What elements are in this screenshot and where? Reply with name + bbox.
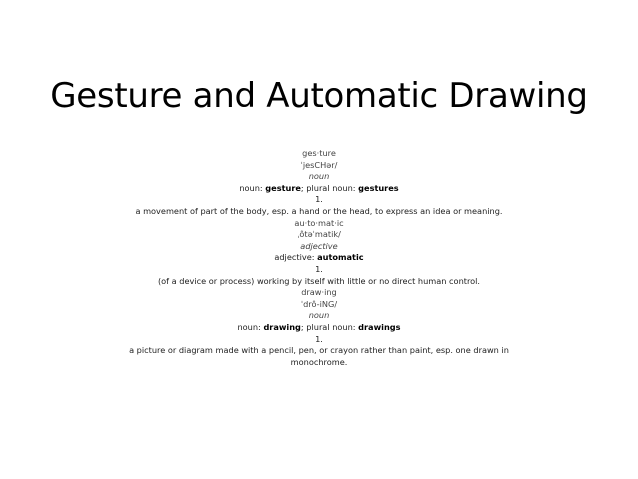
entry-automatic-pos: adjective: [300, 240, 338, 251]
entry-drawing-form-plural: drawings: [358, 321, 401, 332]
entry-gesture-form-plural: gestures: [358, 182, 399, 193]
entry-gesture-form-singular: gesture: [265, 182, 301, 193]
entry-automatic-definition: (of a device or process) working by itself with little or no direct human control.: [157, 275, 481, 286]
entry-gesture-sense-number: 1.: [315, 194, 323, 205]
entry-gesture-forms-prefix: noun:: [239, 182, 266, 193]
entry-drawing-definition-line-1: a picture or diagram made with a pencil, pen, or crayon rather than paint, esp. one drawn in: [129, 345, 509, 356]
entry-automatic-form: automatic: [317, 252, 364, 263]
entry-gesture-pronunciation: ˈjesCHər/: [300, 159, 338, 170]
entry-drawing-pronunciation: ˈdrô-iNG/: [300, 298, 338, 309]
entry-drawing-form-singular: drawing: [263, 321, 301, 332]
entry-gesture-pos: noun: [308, 171, 330, 182]
entry-drawing-forms-prefix: noun:: [237, 321, 264, 332]
entry-drawing-sense-number: 1.: [315, 333, 323, 344]
entry-automatic-sense-number: 1.: [315, 263, 323, 274]
entry-drawing-pos: noun: [308, 310, 330, 321]
entry-automatic-forms: [60, 252, 578, 264]
entry-automatic-word: au·to·mat·ic: [294, 217, 344, 228]
entry-gesture-word: ges·ture: [302, 148, 336, 158]
entry-gesture-definition: a movement of part of the body, esp. a hand or the head, to express an idea or meaning.: [135, 205, 503, 216]
entry-drawing-forms-mid: ; plural noun:: [300, 321, 359, 332]
entry-automatic-pronunciation: ˌôtəˈmatik/: [297, 229, 341, 240]
definitions-block: [60, 148, 578, 368]
entry-drawing-definition-line-2: monochrome.: [290, 356, 348, 367]
entry-automatic-forms-prefix: adjective:: [274, 252, 318, 263]
entry-gesture-forms: [60, 183, 578, 195]
slide-title: Gesture and Automatic Drawing: [50, 76, 588, 116]
entry-drawing-forms: [60, 322, 578, 334]
entry-gesture-forms-mid: ; plural noun:: [300, 182, 359, 193]
entry-drawing-word: draw·ing: [301, 287, 337, 298]
